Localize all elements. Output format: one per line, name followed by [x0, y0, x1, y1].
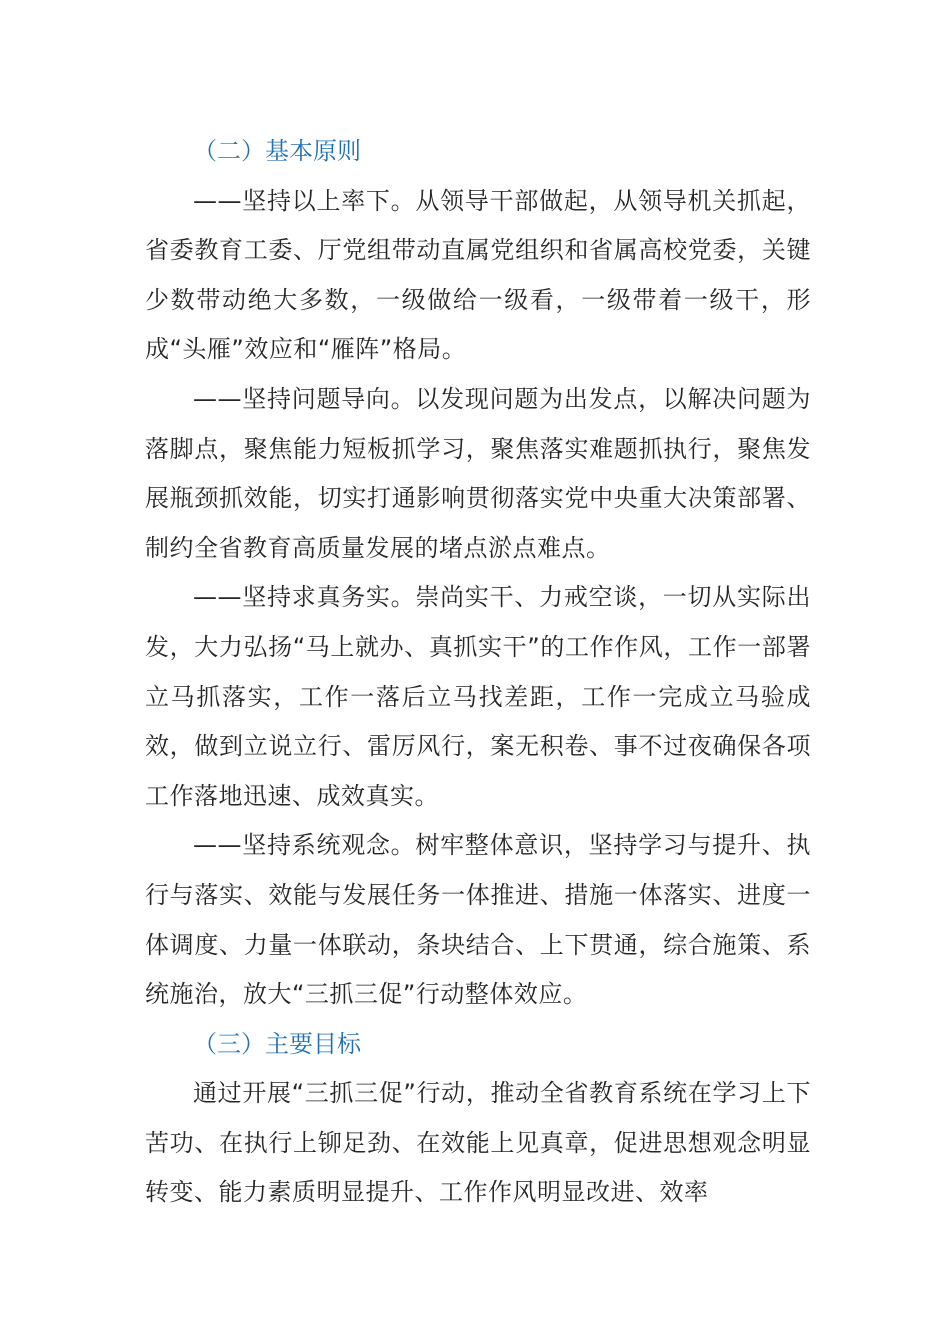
- paragraph-systematic-view: ——坚持系统观念。树牢整体意识，坚持学习与提升、执行与落实、效能与发展任务一体推进、措施一体落实、进度一体调度、力量一体联动，条块结合、上下贯通，综合施策、系统施治，放大“三抓三促”行动整体效应。: [145, 831, 811, 1009]
- section-heading-main-goals: （三）主要目标: [193, 1029, 361, 1058]
- paragraph-main-goals: 通过开展“三抓三促”行动，推动全省教育系统在学习上下苦功、在执行上铆足劲、在效能上见真章，促进思想观念明显转变、能力素质明显提升、工作作风明显改进、效率: [145, 1079, 811, 1207]
- section-heading-basic-principles: （二）基本原则: [193, 137, 361, 165]
- paragraph-problem-oriented: ——坚持问题导向。以发现问题为出发点，以解决问题为落脚点，聚焦能力短板抓学习，聚焦落实难题抓执行，聚焦发展瓶颈抓效能，切实打通影响贯彻落实党中央重大决策部署、制约全省教育高质量发展的堵点淤点难点。: [145, 384, 811, 562]
- document-body: [145, 127, 811, 1218]
- paragraph-seek-truth: ——坚持求真务实。崇尚实干、力戒空谈，一切从实际出发，大力弘扬“马上就办、真抓实干”的工作作风，工作一部署立马抓落实，工作一落后立马找差距，工作一完成立马验成效，做到立说立行、雷厉风行，案无积卷、事不过夜确保各项工作落地迅速、成效真实。: [145, 583, 811, 810]
- paragraph-lead-by-example: ——坚持以上率下。从领导干部做起，从领导机关抓起，省委教育工委、厅党组带动直属党组织和省属高校党委，关键少数带动绝大多数，一级做给一级看，一级带着一级干，形成“头雁”效应和“雁阵”格局。: [145, 186, 811, 364]
